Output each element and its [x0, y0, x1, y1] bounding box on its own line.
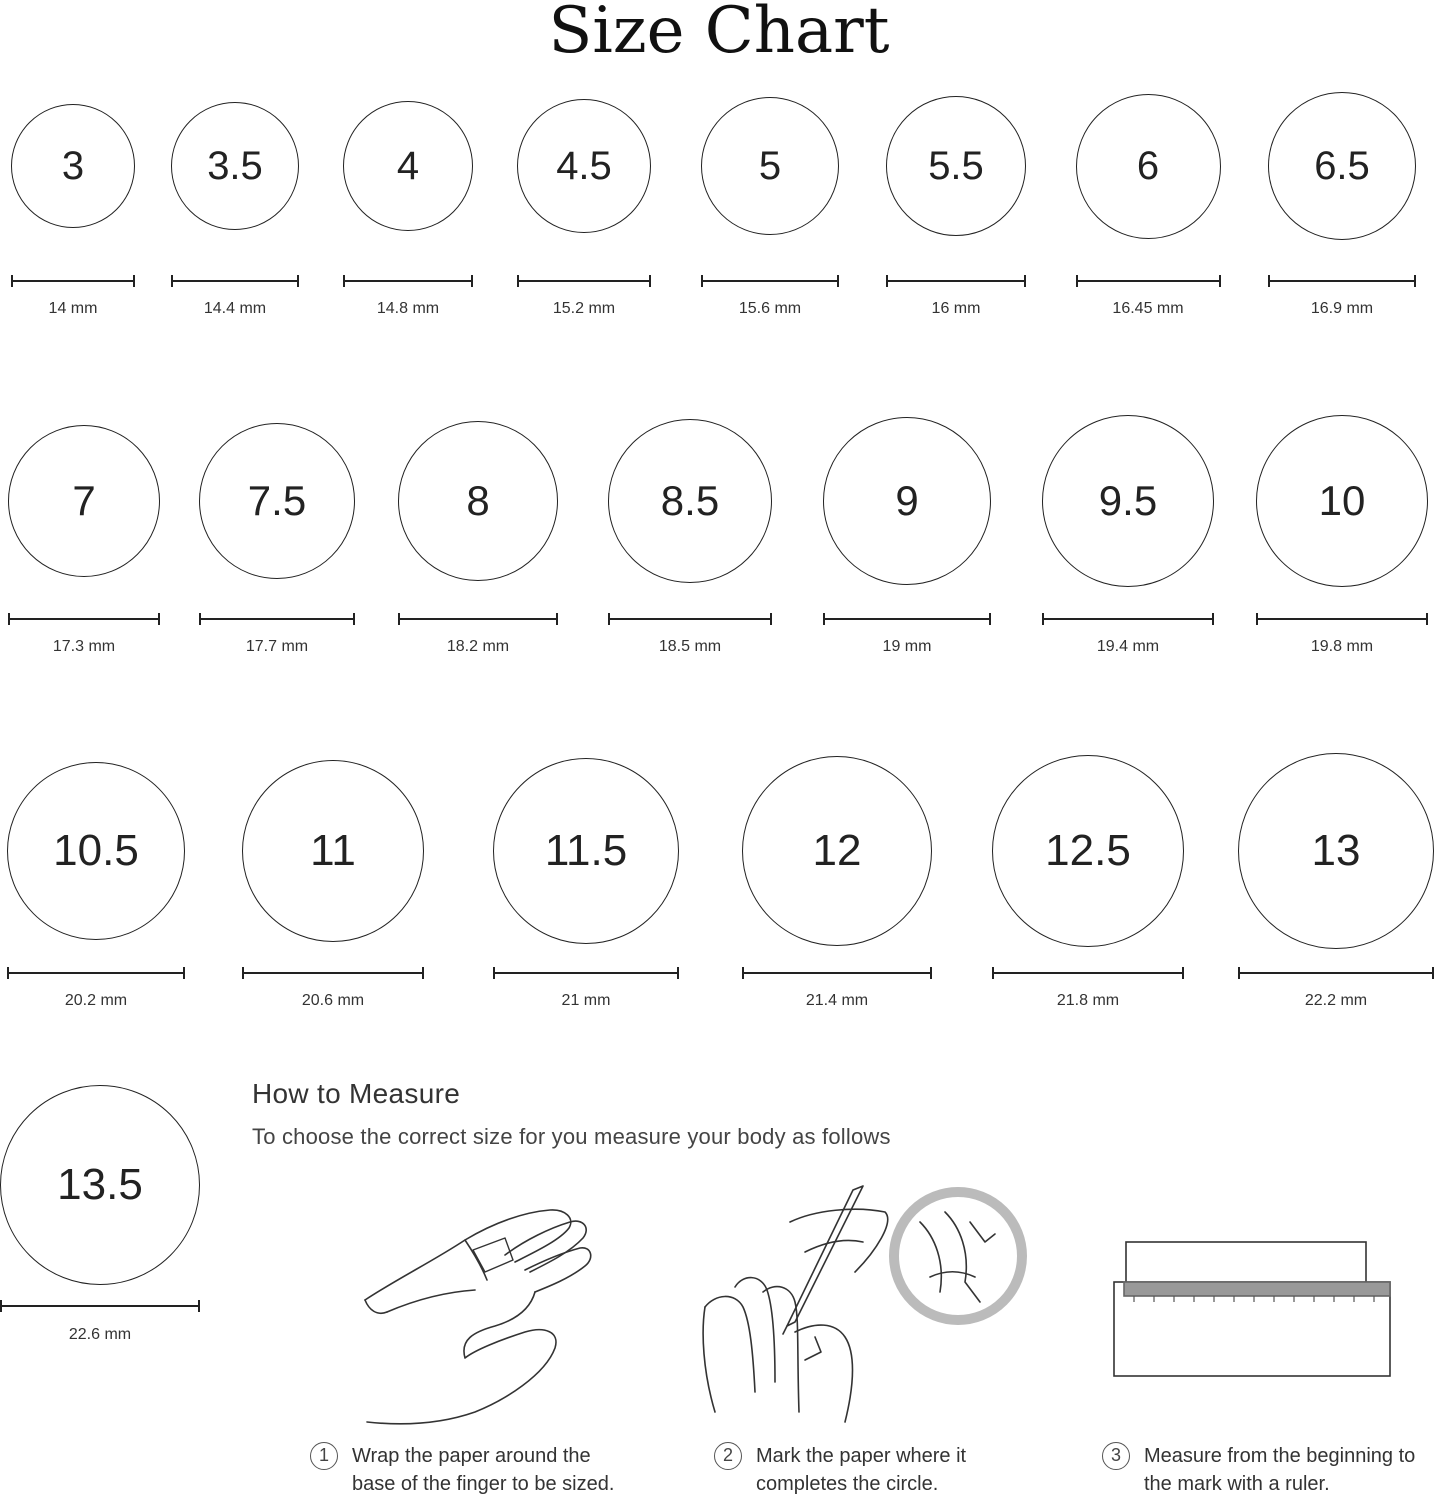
- diameter-ruler-line: [1042, 613, 1214, 625]
- diameter-label: 20.2 mm: [64, 992, 128, 1009]
- diameter-ruler-line: [11, 275, 135, 287]
- step-2-line-2: completes the circle.: [756, 1473, 939, 1495]
- diameter-label: 17.3 mm: [52, 638, 116, 655]
- ring-size-circle: [0, 1085, 200, 1285]
- step-2-line-1: Mark the paper where it: [756, 1445, 967, 1467]
- ring-size-circle: [886, 96, 1026, 236]
- ring-size-label: 3: [61, 143, 85, 188]
- diameter-label: 16.9 mm: [1310, 300, 1374, 317]
- diameter-label: 18.2 mm: [446, 638, 510, 655]
- diameter-ruler-line: [171, 275, 299, 287]
- ring-size-label: 11.5: [544, 826, 628, 875]
- ring-size-circle: [7, 762, 185, 940]
- diameter-label: 15.2 mm: [552, 300, 616, 317]
- step-number-2: 2: [714, 1442, 742, 1470]
- ring-size-label: 6: [1136, 143, 1160, 188]
- page-title: Size Chart: [548, 0, 890, 68]
- ring-size-circle: [701, 97, 839, 235]
- ring-size-circle: [1268, 92, 1416, 240]
- ruler-illustration: [1110, 1238, 1395, 1383]
- diameter-ruler-line: [199, 613, 355, 625]
- ring-size-label: 12.5: [1045, 826, 1131, 875]
- ring-size-label: 3.5: [207, 143, 263, 188]
- ring-size-circle: [493, 758, 679, 944]
- ring-size-label: 5: [758, 143, 782, 188]
- diameter-label: 19.4 mm: [1096, 638, 1160, 655]
- ring-size-label: 10: [1318, 477, 1366, 524]
- diameter-label: 19 mm: [882, 638, 932, 655]
- ring-size-label: 4: [396, 143, 420, 188]
- ring-size-circle: [171, 102, 299, 230]
- step-1-line-2: base of the finger to be sized.: [352, 1473, 615, 1495]
- diameter-ruler-line: [1256, 613, 1428, 625]
- step-1-line-1: Wrap the paper around the: [352, 1445, 591, 1467]
- ring-size-circle: [1076, 94, 1221, 239]
- diameter-ruler-line: [7, 967, 185, 979]
- ring-size-circle: [343, 101, 473, 231]
- diameter-ruler-line: [242, 967, 424, 979]
- diameter-ruler-line: [398, 613, 558, 625]
- ring-size-circle: [199, 423, 355, 579]
- diameter-ruler-line: [992, 967, 1184, 979]
- diameter-ruler-line: [343, 275, 473, 287]
- ring-size-circle: [398, 421, 558, 581]
- ring-size-circle: [1238, 753, 1434, 949]
- step-3-line-2: the mark with a ruler.: [1144, 1473, 1330, 1495]
- diameter-label: 14 mm: [48, 300, 98, 317]
- ring-size-circle: [1256, 415, 1428, 587]
- ring-size-label: 13: [1311, 826, 1361, 875]
- ring-size-label: 8.5: [660, 477, 720, 524]
- diameter-ruler-line: [701, 275, 839, 287]
- ring-size-circle: [742, 756, 932, 946]
- step-3-line-1: Measure from the beginning to: [1144, 1445, 1416, 1467]
- ring-size-label: 8: [466, 477, 490, 524]
- mark-paper-illustration: [695, 1182, 1040, 1432]
- ring-size-circle: [11, 104, 135, 228]
- ring-size-label: 7.5: [247, 477, 307, 524]
- diameter-label: 21.8 mm: [1056, 992, 1120, 1009]
- diameter-ruler-line: [493, 967, 679, 979]
- diameter-ruler-line: [742, 967, 932, 979]
- ring-size-circle: [517, 99, 651, 233]
- ring-size-label: 11: [310, 826, 356, 875]
- diameter-label: 22.2 mm: [1304, 992, 1368, 1009]
- step-number-3: 3: [1102, 1442, 1130, 1470]
- diameter-label: 16.45 mm: [1112, 300, 1184, 317]
- hand-wrap-illustration: [355, 1200, 595, 1430]
- ring-size-label: 9.5: [1098, 477, 1158, 524]
- diameter-label: 21 mm: [561, 992, 611, 1009]
- ring-size-circle: [8, 425, 160, 577]
- ring-size-circle: [1042, 415, 1214, 587]
- diameter-label: 16 mm: [931, 300, 981, 317]
- ring-size-label: 4.5: [556, 143, 612, 188]
- diameter-label: 22.6 mm: [68, 1326, 132, 1343]
- step-number-1: 1: [310, 1442, 338, 1470]
- ring-size-label: 9: [895, 477, 919, 524]
- ring-size-label: 10.5: [53, 826, 139, 875]
- ring-size-label: 6.5: [1314, 143, 1370, 188]
- diameter-ruler-line: [1238, 967, 1434, 979]
- diameter-label: 21.4 mm: [805, 992, 869, 1009]
- ring-size-circle: [242, 760, 424, 942]
- how-to-measure-subheading: To choose the correct size for you measure your body as follows: [252, 1124, 891, 1149]
- diameter-ruler-line: [823, 613, 991, 625]
- diameter-label: 19.8 mm: [1310, 638, 1374, 655]
- ring-size-circle: [992, 755, 1184, 947]
- ring-size-label: 12: [812, 826, 862, 875]
- ring-size-circle: [823, 417, 991, 585]
- diameter-ruler-line: [1268, 275, 1416, 287]
- diameter-label: 17.7 mm: [245, 638, 309, 655]
- diameter-label: 18.5 mm: [658, 638, 722, 655]
- ring-size-label: 5.5: [928, 143, 984, 188]
- diameter-ruler-line: [0, 1300, 200, 1312]
- diameter-ruler-line: [886, 275, 1026, 287]
- ring-size-label: 13.5: [57, 1160, 143, 1209]
- diameter-ruler-line: [608, 613, 772, 625]
- diameter-ruler-line: [517, 275, 651, 287]
- diameter-label: 14.4 mm: [203, 300, 267, 317]
- ring-size-circle: [608, 419, 772, 583]
- diameter-ruler-line: [1076, 275, 1221, 287]
- diameter-ruler-line: [8, 613, 160, 625]
- how-to-measure-heading: How to Measure: [252, 1078, 461, 1109]
- diameter-label: 15.6 mm: [738, 300, 802, 317]
- ring-size-label: 7: [72, 477, 96, 524]
- diameter-label: 20.6 mm: [301, 992, 365, 1009]
- diameter-label: 14.8 mm: [376, 300, 440, 317]
